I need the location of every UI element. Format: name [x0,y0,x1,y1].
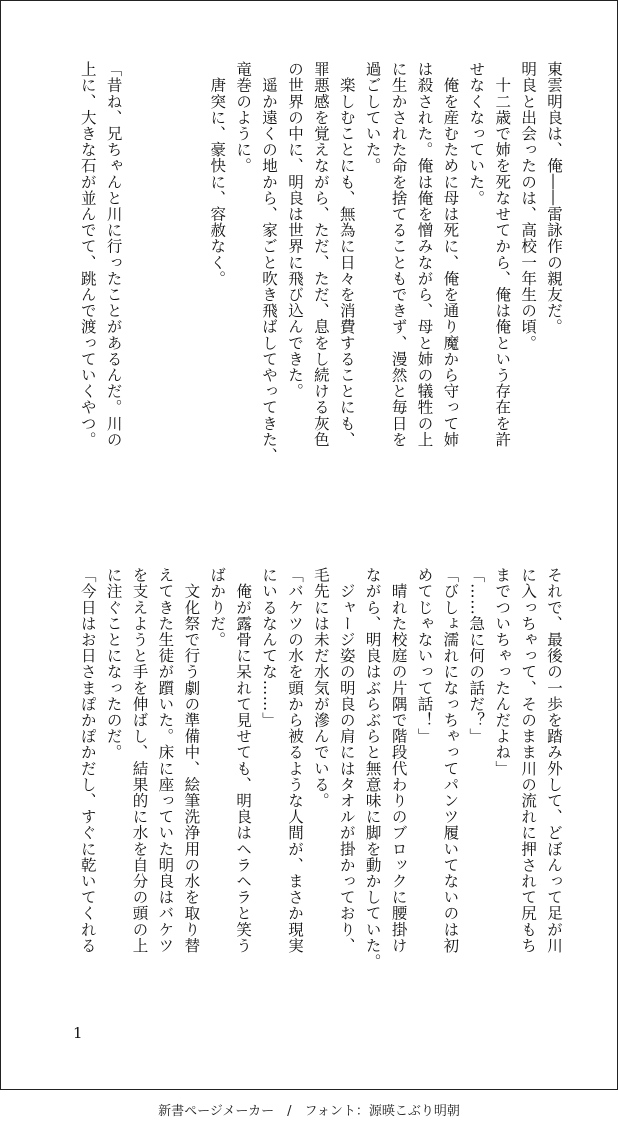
footer-credit: 新書ページメーカー / フォント：源暎こぶり明朝 [158,1104,460,1119]
text-line: 東雲明良は、俺――雷詠作の親友だ。 [545,61,563,335]
text-line: 唐突に、豪快に、容赦なく。 [208,61,227,287]
text-line: めてじゃないって話！」 [415,567,434,745]
text-line: 上に、大きな石が並んでて、跳んで渡っていくやつ。 [78,61,97,448]
text-line: に注ぐことになったのだ。 [104,567,123,761]
text-line: 毛先には未だ水気が滲んでいる。 [311,567,330,809]
text-line: 「今日はお日さまぽかぽかだし、すぐに乾いてくれる [78,567,97,954]
text-line: ばかりだ。 [208,567,227,648]
text-block-upper [70,61,566,521]
text-line: ながら、明良はぶらぶらと無意味に脚を動かしていた。 [363,567,382,970]
text-line: 文化祭で行う劇の準備中、絵筆洗浄用の水を取り替 [182,567,201,954]
text-line [177,61,203,521]
text-line: 「びしょ濡れになっちゃってパンツ履いてないのは初 [441,567,460,954]
text-line: 罪悪感を覚えながら、ただ、ただ、息をし続ける灰色 [311,61,330,448]
text-line: に入っちゃって、そのまま川の流れに押されて尻もち [519,567,538,954]
text-line: 過ごしていた。 [363,61,382,174]
text-line: 楽しむことにも、無為に日々を消費することにも、 [337,61,356,448]
text-line: 遥か遠くの地から、家ごと吹き飛ばしてやってきた、 [260,61,279,464]
text-line: にいるなんてな……」 [260,567,279,728]
text-line: それで、最後の一歩を踏み外して、どぼんって足が川 [545,567,563,954]
text-line: 十二歳で姉を死なせてから、俺は俺という存在を許 [493,61,512,448]
text-line: に生かされた命を捨てることもできず、漫然と毎日を [389,61,408,448]
text-line: を支えようと手を伸ばし、結果的に水を自分の頭の上 [130,567,149,954]
text-line: せなくなっていた。 [467,61,486,206]
text-line: 俺を産むために母は死に、俺を通り魔から守って姉 [441,61,460,448]
text-line: 俺が露骨に呆れて見せても、明良はヘラヘラと笑う [234,567,253,954]
text-line: 「バケツの水を頭から被るような人間が、まさか現実 [285,567,304,954]
text-line: 「……急に何の話だ？」 [467,567,486,745]
text-line: 晴れた校庭の片隅で階段代わりのブロックに腰掛け [389,567,408,954]
text-line: 「昔ね、兄ちゃんと川に行ったことがあるんだ。川の [104,61,123,448]
page-number: 1 [73,1024,83,1042]
text-line: 竜巻のように。 [234,61,253,174]
text-line: は殺された。俺は俺を憎みながら、母と姉の犠牲の上 [415,61,434,448]
text-line [126,61,152,521]
text-line: までついちゃったんだよね」 [493,567,512,777]
text-line: ジャージ姿の明良の肩にはタオルが掛かっており、 [337,567,356,954]
text-line [152,61,178,521]
text-line: えてきた生徒が躓いた。床に座っていた明良はバケツ [156,567,175,954]
text-block-lower [70,567,566,1003]
text-line: 明良と出会ったのは、高校一年生の頃。 [519,61,538,351]
text-line: の世界の中に、明良は世界に飛び込んできた。 [285,61,304,400]
